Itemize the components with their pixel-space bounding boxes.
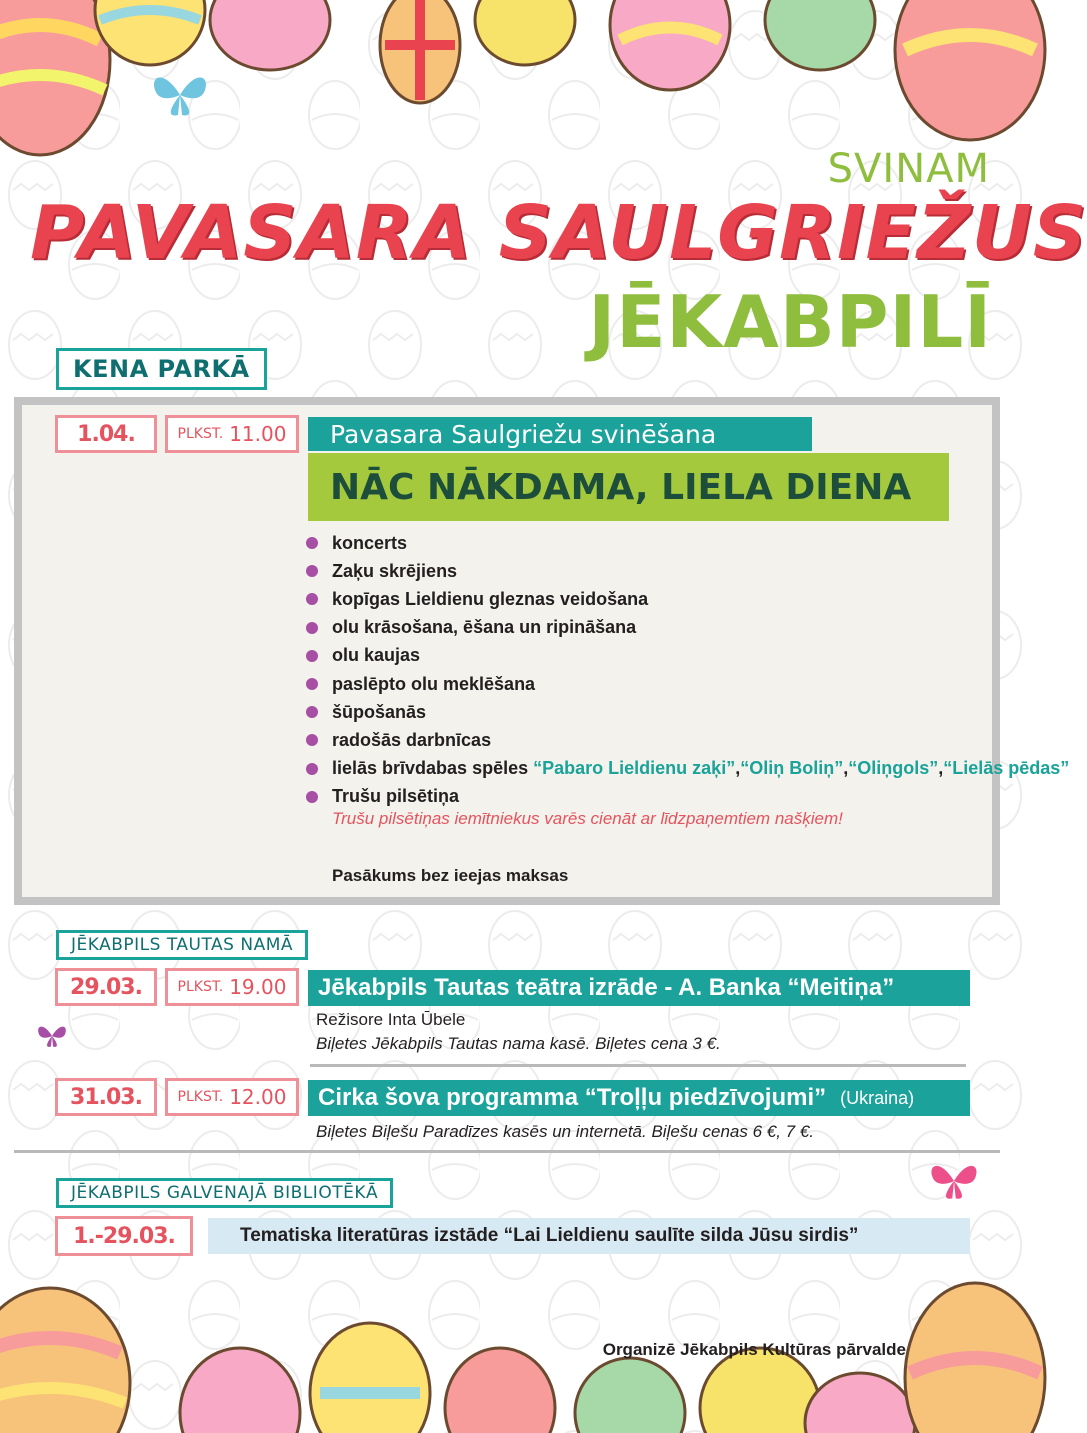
list-item: Trušu pilsētiņa <box>306 783 1069 811</box>
kena-title <box>308 453 949 521</box>
event-title-extra: (Ukraina) <box>840 1087 915 1108</box>
event-date: 1.04. <box>55 415 157 453</box>
butterfly-icon <box>150 70 210 120</box>
time-prefix: PLKST. <box>177 426 224 442</box>
event-date: 1.-29.03. <box>55 1216 193 1256</box>
game-name: “Oliņ Boliņ” <box>740 758 844 779</box>
time-value: 19.00 <box>229 975 287 999</box>
divider <box>310 1064 966 1067</box>
list-item-games: lielās brīvdabas spēles “Pabaro Lieldienu zaķi” , “Oliņ Boliņ” , “Oliņgols” , “Lielās pēdas” <box>306 755 1069 783</box>
easter-egg-icon <box>445 1348 555 1433</box>
kena-subtitle <box>308 417 812 451</box>
game-name: “Pabaro Lieldienu zaķi” <box>533 758 736 779</box>
free-entry: Pasākums bez ieejas maksas <box>332 866 569 885</box>
game-name: “Lielās pēdas” <box>943 758 1070 779</box>
activity-list <box>306 529 1069 811</box>
bullet-icon <box>306 791 318 803</box>
bullet-icon <box>306 537 318 549</box>
game-name: “Oliņgols” <box>848 758 939 779</box>
time-value: 12.00 <box>229 1085 287 1109</box>
rabbit-note: Trušu pilsētiņas iemītniekus varēs cienāt ar līdzpaņemtiem našķiem! <box>332 809 843 828</box>
event-tickets: Biļetes Biļešu Paradīzes kasēs un internetā. Biļešu cenas 6 €, 7 €. <box>316 1122 815 1141</box>
event-time <box>165 968 299 1006</box>
event-title <box>308 970 970 1006</box>
event-title-text: Jēkabpils Tautas teātra izrāde - A. Banka “Meitiņa” <box>318 974 895 1001</box>
easter-egg-icon <box>805 1373 915 1433</box>
bullet-icon <box>306 678 318 690</box>
bullet-icon <box>306 622 318 634</box>
library-exhibition <box>208 1218 970 1254</box>
easter-egg-icon <box>210 0 330 70</box>
divider <box>14 1150 1000 1153</box>
time-value: 11.00 <box>229 422 287 446</box>
bullet-icon <box>306 593 318 605</box>
easter-egg-icon <box>610 0 730 90</box>
easter-egg-icon <box>0 1288 130 1433</box>
easter-egg-icon <box>310 1323 430 1433</box>
event-date: 29.03. <box>55 968 157 1006</box>
list-item: paslēpto olu meklēšana <box>306 670 1069 698</box>
section-tautas-nams: JĒKABPILS TAUTAS NAMĀ <box>56 930 308 960</box>
easter-egg-icon <box>895 0 1045 140</box>
easter-egg-icon <box>765 0 875 70</box>
event-director: Režisore Inta Ūbele <box>316 1010 466 1029</box>
time-prefix: PLKST. <box>177 979 224 995</box>
heading-pre: SVINAM <box>827 146 990 192</box>
kena-subtitle-text: Pavasara Saulgriežu svinēšana <box>330 419 717 449</box>
event-time <box>165 1078 299 1116</box>
event-date: 31.03. <box>55 1078 157 1116</box>
easter-egg-icon <box>180 1348 300 1433</box>
library-exhibition-text: Tematiska literatūras izstāde “Lai Lieldienu saulīte silda Jūsu sirdis” <box>240 1225 859 1246</box>
event-time <box>165 415 299 453</box>
main-title: PAVASARA SAULGRIEŽUS <box>30 190 1087 276</box>
list-item: Zaķu skrējiens <box>306 557 1069 585</box>
list-item: šūpošanās <box>306 698 1069 726</box>
butterfly-icon <box>36 1022 68 1050</box>
list-item: olu kaujas <box>306 642 1069 670</box>
list-item: olu krāsošana, ēšana un ripināšana <box>306 614 1069 642</box>
easter-egg-icon <box>475 0 575 65</box>
bullet-icon <box>306 565 318 577</box>
list-item: kopīgas Lieldienu gleznas veidošana <box>306 585 1069 613</box>
bullet-icon <box>306 706 318 718</box>
butterfly-icon <box>928 1158 980 1204</box>
organizer: Organizē Jēkabpils Kultūras pārvalde <box>602 1340 906 1359</box>
list-item: koncerts <box>306 529 1069 557</box>
time-prefix: PLKST. <box>177 1089 224 1105</box>
heading-city: JĒKABPILĪ <box>588 280 992 364</box>
event-title <box>308 1080 970 1116</box>
easter-egg-icon <box>575 1358 685 1433</box>
bullet-icon <box>306 763 318 775</box>
event-tickets: Biļetes Jēkabpils Tautas nama kasē. Biļetes cena 3 €. <box>316 1034 721 1053</box>
bullet-icon <box>306 650 318 662</box>
section-kena-park: KENA PARKĀ <box>56 348 267 390</box>
easter-egg-icon <box>700 1348 820 1433</box>
list-item: radošās darbnīcas <box>306 726 1069 754</box>
event-title-text: Cirka šova programma “Troļļu piedzīvojumi” <box>318 1084 827 1111</box>
section-biblioteka: JĒKABPILS GALVENAJĀ BIBLIOTĒKĀ <box>56 1178 393 1208</box>
bullet-icon <box>306 734 318 746</box>
kena-title-text: NĀC NĀKDAMA, LIELA DIENA <box>330 466 912 508</box>
